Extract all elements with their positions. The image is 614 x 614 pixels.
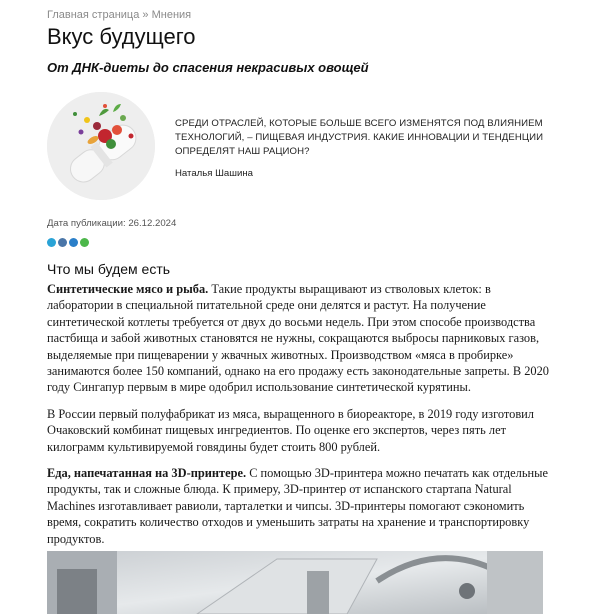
paragraph-lead: Еда, напечатанная на 3D-принтере.	[47, 466, 247, 481]
breadcrumb-separator: »	[142, 9, 149, 21]
publication-date	[47, 218, 176, 229]
paragraph-text: В России первый полуфабрикат из мяса, выращенного в биореакторе, в 2019 году изготовил Очаковский комбинат пищевых ингредиентов. По оценке его экспертов, через пять лет килограмм культивируемой говядины будет стоить 800 рублей.	[47, 406, 534, 454]
article-author[interactable]: Наталья Шашина	[175, 168, 253, 179]
publication-date-label: Дата публикации:	[47, 218, 126, 229]
share-buttons	[47, 238, 89, 247]
paragraph-text: С помощью 3D-принтера можно печатать как отдельные продукты, так и сложные блюда. К примеру, 3D-принтер от испанского стартапа Natural Machines изготавливает равиоли, тарталетки и чипсы. 3D-принтеры помогают сэкономить время, сократить количество отходов и уменьшить затраты на хранение и транспортировку продуктов.	[47, 466, 548, 546]
paragraph-text: Такие продукты выращивают из стволовых клеток: в лаборатории в специальной питательной среде они делятся и растут. На получение синтетической котлеты требуется от двух до восьми недель. При этом способе производства пастбища и забой животных становятся не нужны, сокращаются выбросы парниковых газов, выделяемые при пищеварении у жвачных животных. Производством «мяса в пробирке» занимаются более 150 компаний, однако на его продажу есть законодательные запреты. В 2020 году Сингапур первым в мире одобрил использование синтетической курятины.	[47, 282, 549, 395]
paragraph-lead: Синтетические мясо и рыба.	[47, 282, 209, 296]
ok-icon[interactable]	[69, 238, 78, 247]
publication-date-value: 26.12.2024	[128, 218, 177, 229]
breadcrumb	[47, 9, 191, 21]
section-heading: Что мы будем есть	[47, 261, 171, 277]
page-subtitle: От ДНК-диеты до спасения некрасивых овощей	[47, 60, 369, 75]
article-body	[47, 281, 553, 557]
article-paragraph	[47, 406, 553, 455]
breadcrumb-current[interactable]: Мнения	[151, 9, 192, 21]
page-title: Вкус будущего	[47, 24, 196, 49]
3d-printer-photo	[47, 551, 543, 614]
article-photo	[47, 551, 543, 614]
vk-icon[interactable]	[58, 238, 67, 247]
article-paragraph	[47, 465, 553, 547]
hero-illustration	[47, 92, 155, 200]
telegram-icon[interactable]	[47, 238, 56, 247]
capsule-vegetables-illustration	[47, 92, 155, 200]
article-paragraph	[47, 281, 553, 396]
whatsapp-icon[interactable]	[80, 238, 89, 247]
breadcrumb-home-link[interactable]: Главная страница	[47, 9, 140, 21]
article-lead: СРЕДИ ОТРАСЛЕЙ, КОТОРЫЕ БОЛЬШЕ ВСЕГО ИЗМЕНЯТСЯ ПОД ВЛИЯНИЕМ ТЕХНОЛОГИЙ, – ПИЩЕВАЯ ИНДУСТРИЯ. КАКИЕ ИННОВАЦИИ И ТЕНДЕНЦИИ ОПРЕДЕЛЯТ НАШ РАЦИОН?	[175, 118, 544, 157]
